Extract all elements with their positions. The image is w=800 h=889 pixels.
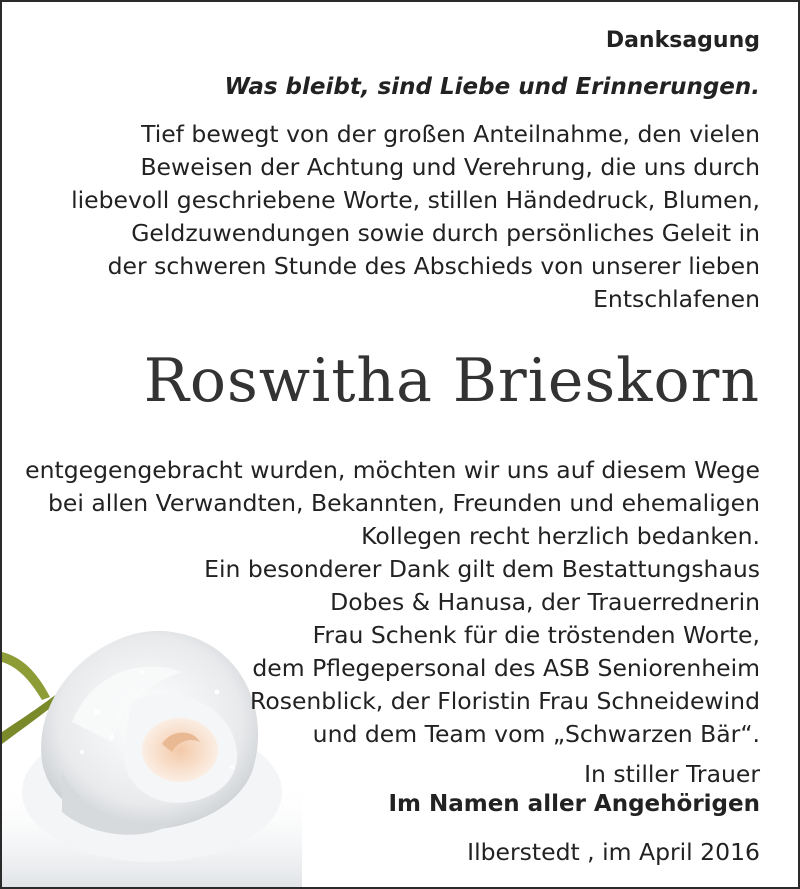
signature: Im Namen aller Angehörigen xyxy=(388,791,760,817)
thanks-line: und dem Team vom „Schwarzen Bär“. xyxy=(312,720,760,748)
thanks-paragraph xyxy=(25,454,760,751)
intro-line: Beweisen der Achtung und Verehrung, die uns durch xyxy=(140,153,760,181)
thanks-line: Ein besonderer Dank gilt dem Bestattungshaus xyxy=(204,555,760,583)
heading: Danksagung xyxy=(605,28,760,53)
thanks-line: Kollegen recht herzlich bedanken. xyxy=(361,522,760,550)
motto: Was bleibt, sind Liebe und Erinnerungen. xyxy=(224,74,760,100)
thanks-line: entgegengebracht wurden, möchten wir uns auf diesem Wege xyxy=(25,456,760,484)
intro-line: Geldzuwendungen sowie durch persönliches Geleit in xyxy=(131,219,760,247)
intro-line: Tief bewegt von der großen Anteilnahme, den vielen xyxy=(141,120,760,148)
thanks-line: Rosenblick, der Floristin Frau Schneidewind xyxy=(250,687,760,715)
intro-line: liebevoll geschriebene Worte, stillen Händedruck, Blumen, xyxy=(71,186,760,214)
thanks-line: bei allen Verwandten, Bekannten, Freunden und ehemaligen xyxy=(48,489,760,517)
closing-phrase: In stiller Trauer xyxy=(584,760,760,788)
thanks-line: Dobes & Hanusa, der Trauerrednerin xyxy=(330,588,760,616)
intro-paragraph xyxy=(71,118,760,316)
intro-line: Entschlafenen xyxy=(593,285,760,313)
deceased-name: Roswitha Brieskorn xyxy=(143,346,760,416)
thanks-line: Frau Schenk für die tröstenden Worte, xyxy=(312,621,760,649)
place-date: Ilberstedt , im April 2016 xyxy=(467,838,760,866)
intro-line: der schweren Stunde des Abschieds von unserer lieben xyxy=(107,252,760,280)
thanks-line: dem Pflegepersonal des ASB Seniorenheim xyxy=(252,654,760,682)
